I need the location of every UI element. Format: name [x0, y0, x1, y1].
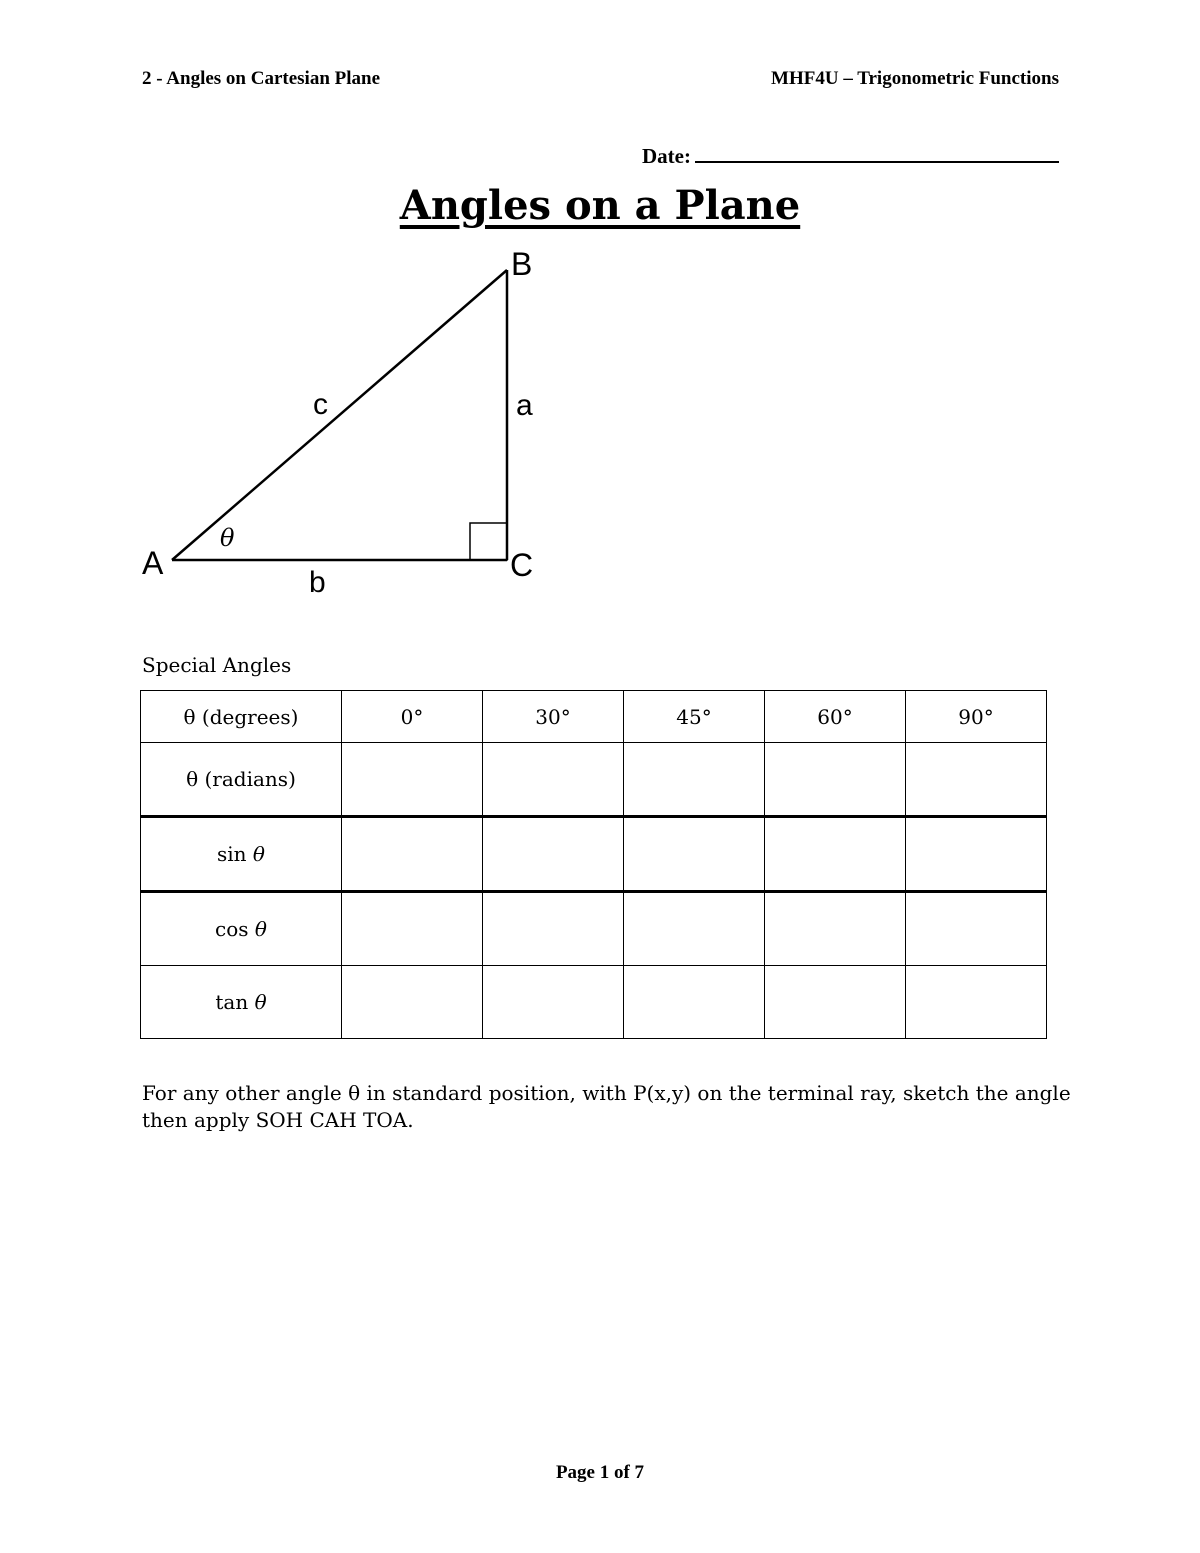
table-row-radians — [141, 743, 1047, 817]
answer-cell[interactable] — [906, 966, 1047, 1039]
func-name: sin — [217, 842, 247, 866]
degree-cell: 45° — [624, 691, 765, 743]
table-row-cos — [141, 892, 1047, 966]
vertex-a-label: A — [142, 545, 164, 581]
degree-cell: 30° — [483, 691, 624, 743]
table-row-degrees — [141, 691, 1047, 743]
answer-cell[interactable] — [765, 966, 906, 1039]
side-a-label: a — [516, 389, 533, 422]
vertex-b-label: B — [511, 246, 533, 282]
answer-cell[interactable] — [765, 743, 906, 817]
degree-cell: 90° — [906, 691, 1047, 743]
answer-cell[interactable] — [906, 743, 1047, 817]
answer-cell[interactable] — [483, 743, 624, 817]
answer-cell[interactable] — [342, 817, 483, 892]
side-b-label: b — [309, 566, 326, 599]
header-left: 2 - Angles on Cartesian Plane — [142, 68, 381, 89]
degree-cell: 0° — [342, 691, 483, 743]
header-right: MHF4U – Trigonometric Functions — [771, 68, 1059, 89]
row-label-sin — [141, 817, 342, 892]
row-label-cos — [141, 892, 342, 966]
answer-cell[interactable] — [765, 817, 906, 892]
answer-cell[interactable] — [483, 817, 624, 892]
func-theta: θ — [254, 917, 267, 941]
date-label: Date: — [642, 144, 691, 168]
right-triangle-diagram — [130, 240, 550, 600]
answer-cell[interactable] — [624, 743, 765, 817]
answer-cell[interactable] — [765, 892, 906, 966]
answer-cell[interactable] — [483, 966, 624, 1039]
side-c-label: c — [313, 388, 328, 421]
func-name: cos — [215, 917, 249, 941]
func-name: tan — [215, 990, 249, 1014]
instruction-paragraph: For any other angle θ in standard position, with P(x,y) on the terminal ray, sketch the angle then apply SOH CAH TOA. — [142, 1081, 1071, 1132]
answer-cell[interactable] — [342, 966, 483, 1039]
page-title: Angles on a Plane — [399, 182, 801, 229]
func-theta: θ — [252, 842, 265, 866]
special-angles-table — [140, 690, 1047, 1039]
special-angles-label: Special Angles — [142, 653, 292, 677]
func-theta: θ — [254, 990, 267, 1014]
table-row-sin — [141, 817, 1047, 892]
row-label-tan — [141, 966, 342, 1039]
date-blank-line[interactable] — [695, 143, 1059, 163]
answer-cell[interactable] — [342, 743, 483, 817]
side-c-line — [172, 270, 507, 560]
vertex-c-label: C — [510, 547, 534, 583]
table-row-tan — [141, 966, 1047, 1039]
page-number: Page 1 of 7 — [555, 1462, 645, 1483]
answer-cell[interactable] — [624, 817, 765, 892]
date-field — [642, 143, 1059, 169]
answer-cell[interactable] — [624, 892, 765, 966]
answer-cell[interactable] — [483, 892, 624, 966]
answer-cell[interactable] — [624, 966, 765, 1039]
answer-cell[interactable] — [906, 817, 1047, 892]
answer-cell[interactable] — [342, 892, 483, 966]
answer-cell[interactable] — [906, 892, 1047, 966]
angle-theta-label: θ — [220, 524, 235, 552]
row-label-radians: θ (radians) — [141, 743, 342, 817]
right-angle-marker — [470, 523, 507, 560]
degree-cell: 60° — [765, 691, 906, 743]
table-header-cell: θ (degrees) — [141, 691, 342, 743]
